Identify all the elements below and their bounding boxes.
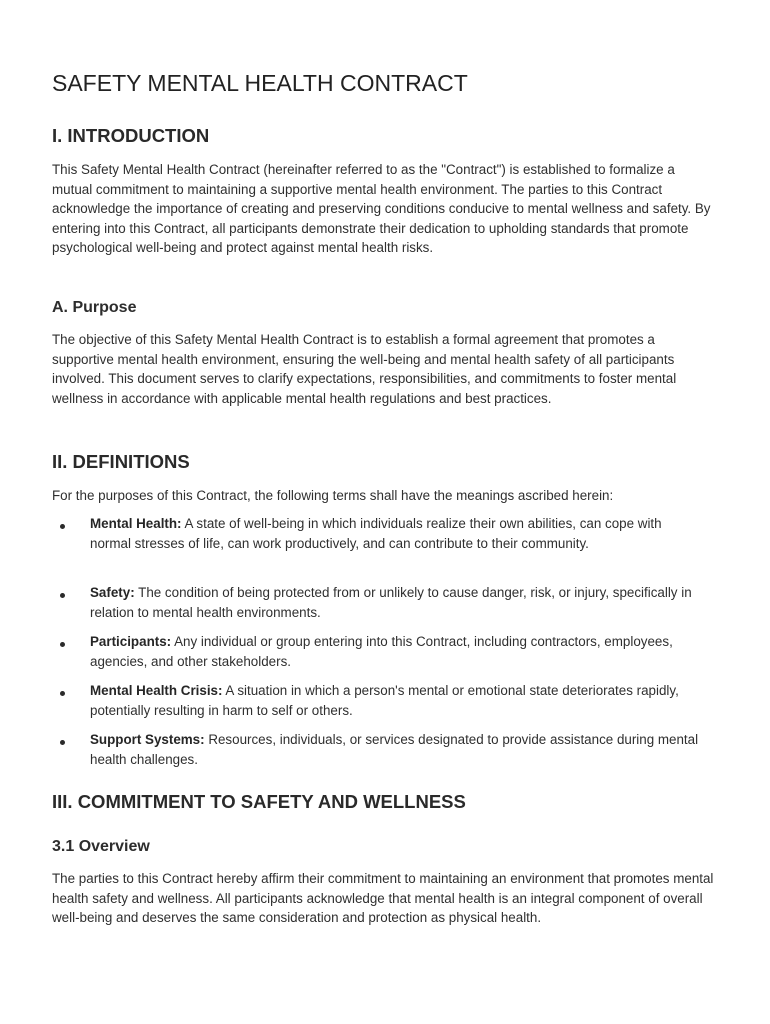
overview-paragraph: The parties to this Contract hereby affirm their commitment to maintaining an environment that promotes mental health safety and wellness. All participants acknowledge that mental health is an integral component of overall well-being and deserves the same consideration and protection as physical health. <box>52 871 714 926</box>
bullet-icon <box>60 593 65 598</box>
introduction-paragraph: This Safety Mental Health Contract (hereinafter referred to as the "Contract") is established to formalize a mutual commitment to maintaining a supportive mental health environment. The parties to this Contract acknowledge the importance of creating and preserving conditions conducive to mental wellness and safety. By entering into this Contract, all participants demonstrate their dedication to upholding standards that promote psychological well-being and protect against mental health risks. <box>52 162 711 256</box>
definition-text <box>90 632 700 671</box>
definitions-intro: For the purposes of this Contract, the following terms shall have the meanings ascribed herein: <box>52 488 614 503</box>
definition-term: Participants: <box>90 634 172 649</box>
bullet-icon <box>60 740 65 745</box>
section-heading-introduction: I. INTRODUCTION <box>52 125 210 146</box>
bullet-icon <box>60 691 65 696</box>
section-heading-definitions: II. DEFINITIONS <box>52 451 190 472</box>
section-heading-commitment: III. COMMITMENT TO SAFETY AND WELLNESS <box>52 791 466 812</box>
definition-term: Support Systems: <box>90 732 205 747</box>
definition-term: Mental Health: <box>90 516 182 531</box>
definition-description: A state of well-being in which individuals realize their own abilities, can cope with normal stresses of life, can work productively, and can contribute to their community. <box>90 516 662 551</box>
definition-text <box>90 681 700 720</box>
purpose-paragraph: The objective of this Safety Mental Health Contract is to establish a formal agreement that promotes a supportive mental health environment, ensuring the well-being and mental health safety of all participants involved. This document serves to clarify expectations, responsibilities, and commitments to foster mental wellness in accordance with applicable mental health regulations and best practices. <box>52 332 677 406</box>
subsection-heading-purpose: A. Purpose <box>52 299 137 316</box>
definition-description: Any individual or group entering into this Contract, including contractors, employees, agencies, and other stakeholders. <box>90 634 673 669</box>
definition-text <box>90 583 700 622</box>
definition-term: Mental Health Crisis: <box>90 683 223 698</box>
definition-description: A situation in which a person's mental or emotional state deteriorates rapidly, potentially resulting in harm to self or others. <box>90 683 679 718</box>
document-title: SAFETY MENTAL HEALTH CONTRACT <box>52 70 468 96</box>
definition-description: The condition of being protected from or unlikely to cause danger, risk, or injury, specifically in relation to mental health environments. <box>90 585 692 620</box>
definition-text <box>90 514 700 553</box>
definition-term: Safety: <box>90 585 135 600</box>
definition-description: Resources, individuals, or services designated to provide assistance during mental health challenges. <box>90 732 699 767</box>
subsection-heading-overview: 3.1 Overview <box>52 838 150 855</box>
bullet-icon <box>60 642 65 647</box>
bullet-icon <box>60 524 65 529</box>
definition-text <box>90 730 700 769</box>
